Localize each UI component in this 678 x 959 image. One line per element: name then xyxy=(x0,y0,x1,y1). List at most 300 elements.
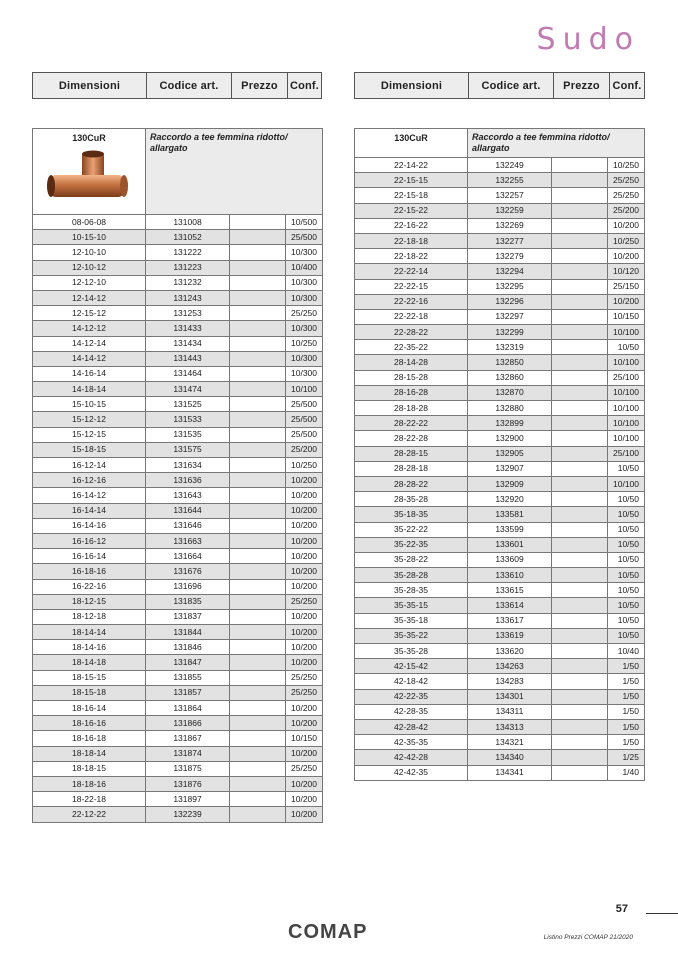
header-dimensioni: Dimensioni xyxy=(355,73,469,98)
table-row xyxy=(355,233,645,248)
cell-conf: 10/200 xyxy=(286,701,323,716)
cell-codice: 132907 xyxy=(468,461,552,476)
table-row xyxy=(355,598,645,613)
cell-codice: 131837 xyxy=(146,609,230,624)
cell-prezzo xyxy=(552,401,608,416)
cell-conf: 10/200 xyxy=(608,249,645,264)
table-row xyxy=(33,427,323,442)
cell-dimensioni: 28-18-28 xyxy=(355,401,468,416)
cell-conf: 10/200 xyxy=(286,746,323,761)
cell-prezzo xyxy=(552,598,608,613)
cell-conf: 25/200 xyxy=(608,203,645,218)
cell-codice: 131533 xyxy=(146,412,230,427)
cell-dimensioni: 35-22-35 xyxy=(355,537,468,552)
cell-dimensioni: 28-15-28 xyxy=(355,370,468,385)
cell-dimensioni: 22-16-22 xyxy=(355,218,468,233)
header-codice: Codice art. xyxy=(469,73,554,98)
cell-dimensioni: 22-18-18 xyxy=(355,233,468,248)
cell-codice: 131243 xyxy=(146,290,230,305)
cell-conf: 10/200 xyxy=(608,294,645,309)
table-row xyxy=(33,776,323,791)
cell-codice: 134313 xyxy=(468,719,552,734)
cell-conf: 10/200 xyxy=(286,518,323,533)
cell-prezzo xyxy=(230,351,286,366)
cell-dimensioni: 18-14-16 xyxy=(33,640,146,655)
cell-prezzo xyxy=(552,659,608,674)
cell-codice: 131253 xyxy=(146,306,230,321)
table-row xyxy=(33,290,323,305)
cell-codice: 131433 xyxy=(146,321,230,336)
cell-conf: 10/250 xyxy=(286,458,323,473)
cell-conf: 10/200 xyxy=(286,776,323,791)
cell-conf: 10/100 xyxy=(608,385,645,400)
cell-conf: 25/250 xyxy=(286,761,323,776)
cell-codice: 132880 xyxy=(468,401,552,416)
table-row xyxy=(33,397,323,412)
cell-codice: 132277 xyxy=(468,233,552,248)
cell-codice: 134283 xyxy=(468,674,552,689)
cell-conf: 10/100 xyxy=(608,431,645,446)
cell-conf: 25/500 xyxy=(286,397,323,412)
cell-conf: 1/50 xyxy=(608,689,645,704)
cell-prezzo xyxy=(230,701,286,716)
cell-codice: 134340 xyxy=(468,750,552,765)
cell-prezzo xyxy=(552,340,608,355)
cell-dimensioni: 22-12-22 xyxy=(33,807,146,822)
cell-dimensioni: 18-16-16 xyxy=(33,716,146,731)
header-conf: Conf. xyxy=(612,79,642,92)
cell-dimensioni: 42-42-35 xyxy=(355,765,468,780)
table-row xyxy=(355,461,645,476)
header-prezzo: Prezzo xyxy=(232,73,288,98)
cell-dimensioni: 22-18-22 xyxy=(355,249,468,264)
cell-dimensioni: 18-12-15 xyxy=(33,594,146,609)
table-row xyxy=(33,336,323,351)
cell-conf: 10/250 xyxy=(608,158,645,173)
table-row xyxy=(33,518,323,533)
cell-codice: 131443 xyxy=(146,351,230,366)
cell-dimensioni: 35-35-15 xyxy=(355,598,468,613)
cell-prezzo xyxy=(230,731,286,746)
product-description: Raccordo a tee femmina ridotto/ allargato xyxy=(146,129,323,215)
cell-codice: 133599 xyxy=(468,522,552,537)
cell-dimensioni: 12-15-12 xyxy=(33,306,146,321)
table-row xyxy=(355,750,645,765)
cell-prezzo xyxy=(230,579,286,594)
cell-dimensioni: 42-15-42 xyxy=(355,659,468,674)
table-row xyxy=(33,488,323,503)
cell-prezzo xyxy=(230,746,286,761)
cell-conf: 10/200 xyxy=(286,564,323,579)
cell-conf: 10/300 xyxy=(286,290,323,305)
cell-codice: 131222 xyxy=(146,245,230,260)
product-code: 130CuR xyxy=(355,129,468,158)
cell-dimensioni: 18-15-18 xyxy=(33,685,146,700)
cell-dimensioni: 14-12-14 xyxy=(33,336,146,351)
cell-codice: 134311 xyxy=(468,704,552,719)
cell-prezzo xyxy=(230,458,286,473)
cell-conf: 25/250 xyxy=(286,670,323,685)
table-row xyxy=(355,264,645,279)
cell-codice: 131646 xyxy=(146,518,230,533)
cell-prezzo xyxy=(552,294,608,309)
cell-dimensioni: 22-35-22 xyxy=(355,340,468,355)
product-cell xyxy=(33,129,146,215)
cell-codice: 134263 xyxy=(468,659,552,674)
header-conf: Conf. xyxy=(289,79,320,92)
cell-conf: 10/300 xyxy=(286,275,323,290)
cell-prezzo xyxy=(230,716,286,731)
cell-conf: 10/50 xyxy=(608,583,645,598)
cell-conf: 25/250 xyxy=(608,173,645,188)
cell-conf: 1/50 xyxy=(608,719,645,734)
table-row xyxy=(355,674,645,689)
cell-dimensioni: 35-35-22 xyxy=(355,628,468,643)
cell-dimensioni: 18-14-18 xyxy=(33,655,146,670)
cell-prezzo xyxy=(230,655,286,670)
cell-dimensioni: 22-22-15 xyxy=(355,279,468,294)
cell-prezzo xyxy=(552,628,608,643)
cell-prezzo xyxy=(230,245,286,260)
cell-conf: 10/50 xyxy=(608,613,645,628)
cell-conf: 25/250 xyxy=(286,685,323,700)
cell-conf: 10/200 xyxy=(608,218,645,233)
cell-prezzo xyxy=(552,552,608,567)
table-row xyxy=(355,644,645,659)
cell-dimensioni: 16-12-16 xyxy=(33,473,146,488)
table-row xyxy=(33,549,323,564)
table-row xyxy=(33,670,323,685)
cell-conf: 1/50 xyxy=(608,704,645,719)
cell-prezzo xyxy=(552,674,608,689)
cell-dimensioni: 15-18-15 xyxy=(33,442,146,457)
cell-conf: 25/500 xyxy=(286,230,323,245)
cell-dimensioni: 16-16-14 xyxy=(33,549,146,564)
cell-codice: 131644 xyxy=(146,503,230,518)
cell-prezzo xyxy=(230,670,286,685)
cell-conf: 10/200 xyxy=(286,655,323,670)
cell-codice: 131864 xyxy=(146,701,230,716)
cell-dimensioni: 12-12-10 xyxy=(33,275,146,290)
cell-dimensioni: 35-18-35 xyxy=(355,507,468,522)
table-row xyxy=(33,807,323,822)
table-row xyxy=(355,173,645,188)
cell-dimensioni: 16-12-14 xyxy=(33,458,146,473)
table-row xyxy=(355,719,645,734)
header-prezzo: Prezzo xyxy=(554,73,610,98)
cell-dimensioni: 28-35-28 xyxy=(355,492,468,507)
cell-prezzo xyxy=(552,355,608,370)
cell-conf: 10/200 xyxy=(286,640,323,655)
table-row xyxy=(355,735,645,750)
cell-prezzo xyxy=(230,215,286,230)
cell-conf: 10/250 xyxy=(286,336,323,351)
cell-conf: 10/50 xyxy=(608,492,645,507)
cell-dimensioni: 14-12-12 xyxy=(33,321,146,336)
cell-conf: 10/50 xyxy=(608,568,645,583)
cell-codice: 133619 xyxy=(468,628,552,643)
cell-prezzo xyxy=(230,397,286,412)
cell-dimensioni: 15-12-12 xyxy=(33,412,146,427)
cell-codice: 131525 xyxy=(146,397,230,412)
cell-codice: 131876 xyxy=(146,776,230,791)
cell-dimensioni: 22-22-14 xyxy=(355,264,468,279)
cell-codice: 133610 xyxy=(468,568,552,583)
cell-prezzo xyxy=(230,685,286,700)
cell-prezzo xyxy=(552,704,608,719)
cell-prezzo xyxy=(230,366,286,381)
cell-codice: 132279 xyxy=(468,249,552,264)
cell-codice: 131847 xyxy=(146,655,230,670)
cell-codice: 131464 xyxy=(146,366,230,381)
cell-prezzo xyxy=(552,203,608,218)
cell-prezzo xyxy=(552,492,608,507)
cell-dimensioni: 15-10-15 xyxy=(33,397,146,412)
cell-codice: 131664 xyxy=(146,549,230,564)
cell-codice: 133614 xyxy=(468,598,552,613)
cell-prezzo xyxy=(230,427,286,442)
cell-prezzo xyxy=(230,549,286,564)
table-row xyxy=(33,731,323,746)
cell-codice: 134301 xyxy=(468,689,552,704)
footer-text: Listino Prezzi COMAP 21/2020 xyxy=(543,934,633,941)
cell-dimensioni: 28-14-28 xyxy=(355,355,468,370)
cell-codice: 132850 xyxy=(468,355,552,370)
cell-dimensioni: 28-22-28 xyxy=(355,431,468,446)
table-row xyxy=(33,442,323,457)
cell-dimensioni: 16-14-14 xyxy=(33,503,146,518)
table-row xyxy=(355,765,645,780)
cell-conf: 10/200 xyxy=(286,625,323,640)
cell-codice: 133615 xyxy=(468,583,552,598)
cell-codice: 131052 xyxy=(146,230,230,245)
cell-conf: 1/50 xyxy=(608,674,645,689)
table-row xyxy=(355,385,645,400)
cell-codice: 132920 xyxy=(468,492,552,507)
cell-dimensioni: 28-28-22 xyxy=(355,476,468,491)
cell-conf: 10/40 xyxy=(608,644,645,659)
cell-codice: 132249 xyxy=(468,158,552,173)
column-header-left xyxy=(32,72,322,99)
table-row xyxy=(355,340,645,355)
cell-conf: 10/100 xyxy=(286,382,323,397)
table-row xyxy=(355,325,645,340)
cell-codice: 131866 xyxy=(146,716,230,731)
table-row xyxy=(355,249,645,264)
column-header-right xyxy=(354,72,645,99)
cell-conf: 10/50 xyxy=(608,461,645,476)
cell-codice: 132297 xyxy=(468,309,552,324)
cell-prezzo xyxy=(230,564,286,579)
cell-codice: 133601 xyxy=(468,537,552,552)
cell-dimensioni: 42-28-35 xyxy=(355,704,468,719)
cell-dimensioni: 42-42-28 xyxy=(355,750,468,765)
cell-codice: 131643 xyxy=(146,488,230,503)
table-row xyxy=(33,321,323,336)
table-row xyxy=(33,579,323,594)
cell-prezzo xyxy=(230,609,286,624)
cell-prezzo xyxy=(552,385,608,400)
cell-prezzo xyxy=(552,218,608,233)
cell-prezzo xyxy=(552,309,608,324)
cell-codice: 131857 xyxy=(146,685,230,700)
cell-conf: 10/200 xyxy=(286,609,323,624)
cell-dimensioni: 42-22-35 xyxy=(355,689,468,704)
cell-prezzo xyxy=(552,613,608,628)
cell-dimensioni: 16-14-12 xyxy=(33,488,146,503)
cell-prezzo xyxy=(230,275,286,290)
cell-prezzo xyxy=(552,188,608,203)
cell-prezzo xyxy=(552,173,608,188)
cell-codice: 131696 xyxy=(146,579,230,594)
cell-codice: 132255 xyxy=(468,173,552,188)
cell-dimensioni: 18-18-15 xyxy=(33,761,146,776)
cell-dimensioni: 42-18-42 xyxy=(355,674,468,689)
cell-dimensioni: 22-28-22 xyxy=(355,325,468,340)
page-number: 57 xyxy=(615,903,628,915)
cell-prezzo xyxy=(552,416,608,431)
cell-codice: 133617 xyxy=(468,613,552,628)
cell-codice: 131676 xyxy=(146,564,230,579)
cell-codice: 131575 xyxy=(146,442,230,457)
cell-prezzo xyxy=(230,230,286,245)
cell-prezzo xyxy=(552,158,608,173)
cell-codice: 132860 xyxy=(468,370,552,385)
table-row xyxy=(355,294,645,309)
cell-codice: 131634 xyxy=(146,458,230,473)
table-row xyxy=(355,309,645,324)
cell-prezzo xyxy=(552,719,608,734)
cell-dimensioni: 12-10-12 xyxy=(33,260,146,275)
cell-dimensioni: 42-28-42 xyxy=(355,719,468,734)
header-codice: Codice art. xyxy=(147,73,232,98)
table-row xyxy=(355,188,645,203)
cell-codice: 131897 xyxy=(146,792,230,807)
cell-prezzo xyxy=(552,233,608,248)
product-table-right xyxy=(354,128,645,781)
cell-prezzo xyxy=(552,325,608,340)
table-row xyxy=(33,473,323,488)
table-row xyxy=(355,689,645,704)
cell-codice: 132319 xyxy=(468,340,552,355)
cell-prezzo xyxy=(552,765,608,780)
cell-conf: 10/200 xyxy=(286,473,323,488)
cell-conf: 10/50 xyxy=(608,598,645,613)
cell-dimensioni: 28-16-28 xyxy=(355,385,468,400)
table-row xyxy=(33,625,323,640)
cell-conf: 25/200 xyxy=(286,442,323,457)
cell-codice: 131855 xyxy=(146,670,230,685)
cell-prezzo xyxy=(552,370,608,385)
cell-dimensioni: 22-15-15 xyxy=(355,173,468,188)
table-row xyxy=(355,355,645,370)
cell-conf: 25/250 xyxy=(286,594,323,609)
cell-dimensioni: 35-35-28 xyxy=(355,644,468,659)
cell-codice: 131846 xyxy=(146,640,230,655)
table-row xyxy=(33,701,323,716)
cell-codice: 132870 xyxy=(468,385,552,400)
cell-codice: 131874 xyxy=(146,746,230,761)
table-row xyxy=(33,564,323,579)
table-row xyxy=(33,230,323,245)
cell-prezzo xyxy=(230,518,286,533)
cell-conf: 10/50 xyxy=(608,537,645,552)
table-row xyxy=(33,685,323,700)
cell-conf: 10/200 xyxy=(286,716,323,731)
table-row xyxy=(355,583,645,598)
cell-prezzo xyxy=(552,750,608,765)
cell-prezzo xyxy=(230,640,286,655)
cell-prezzo xyxy=(230,473,286,488)
cell-codice: 132259 xyxy=(468,203,552,218)
cell-prezzo xyxy=(552,537,608,552)
cell-dimensioni: 14-16-14 xyxy=(33,366,146,381)
table-row xyxy=(33,792,323,807)
cell-conf: 25/150 xyxy=(608,279,645,294)
cell-conf: 25/500 xyxy=(286,427,323,442)
table-row xyxy=(355,158,645,173)
cell-codice: 131867 xyxy=(146,731,230,746)
cell-codice: 131008 xyxy=(146,215,230,230)
table-row xyxy=(33,716,323,731)
product-description: Raccordo a tee femmina ridotto/ allargato xyxy=(468,129,645,158)
cell-prezzo xyxy=(230,776,286,791)
cell-conf: 10/200 xyxy=(286,579,323,594)
table-row xyxy=(33,351,323,366)
cell-conf: 10/50 xyxy=(608,340,645,355)
cell-conf: 10/300 xyxy=(286,351,323,366)
cell-codice: 133581 xyxy=(468,507,552,522)
cell-codice: 131474 xyxy=(146,382,230,397)
cell-dimensioni: 28-28-18 xyxy=(355,461,468,476)
cell-conf: 10/100 xyxy=(608,416,645,431)
cell-dimensioni: 14-18-14 xyxy=(33,382,146,397)
cell-conf: 1/25 xyxy=(608,750,645,765)
cell-codice: 131835 xyxy=(146,594,230,609)
cell-prezzo xyxy=(230,503,286,518)
table-row xyxy=(355,476,645,491)
product-table-left xyxy=(32,128,323,823)
cell-conf: 25/250 xyxy=(608,188,645,203)
cell-conf: 1/40 xyxy=(608,765,645,780)
cell-prezzo xyxy=(230,807,286,822)
cell-prezzo xyxy=(230,260,286,275)
cell-prezzo xyxy=(230,412,286,427)
cell-prezzo xyxy=(552,735,608,750)
cell-dimensioni: 18-22-18 xyxy=(33,792,146,807)
tee-fitting-image xyxy=(44,149,134,209)
table-row xyxy=(33,503,323,518)
cell-conf: 10/100 xyxy=(608,325,645,340)
cell-prezzo xyxy=(552,568,608,583)
cell-prezzo xyxy=(552,446,608,461)
cell-conf: 1/50 xyxy=(608,659,645,674)
cell-prezzo xyxy=(230,336,286,351)
cell-conf: 10/100 xyxy=(608,476,645,491)
table-row xyxy=(33,245,323,260)
cell-conf: 25/100 xyxy=(608,370,645,385)
cell-prezzo xyxy=(230,533,286,548)
table-row xyxy=(355,704,645,719)
cell-codice: 132294 xyxy=(468,264,552,279)
cell-prezzo xyxy=(230,290,286,305)
table-row xyxy=(355,628,645,643)
cell-dimensioni: 14-14-12 xyxy=(33,351,146,366)
cell-dimensioni: 18-12-18 xyxy=(33,609,146,624)
cell-conf: 10/150 xyxy=(286,731,323,746)
cell-codice: 132909 xyxy=(468,476,552,491)
cell-conf: 10/50 xyxy=(608,507,645,522)
